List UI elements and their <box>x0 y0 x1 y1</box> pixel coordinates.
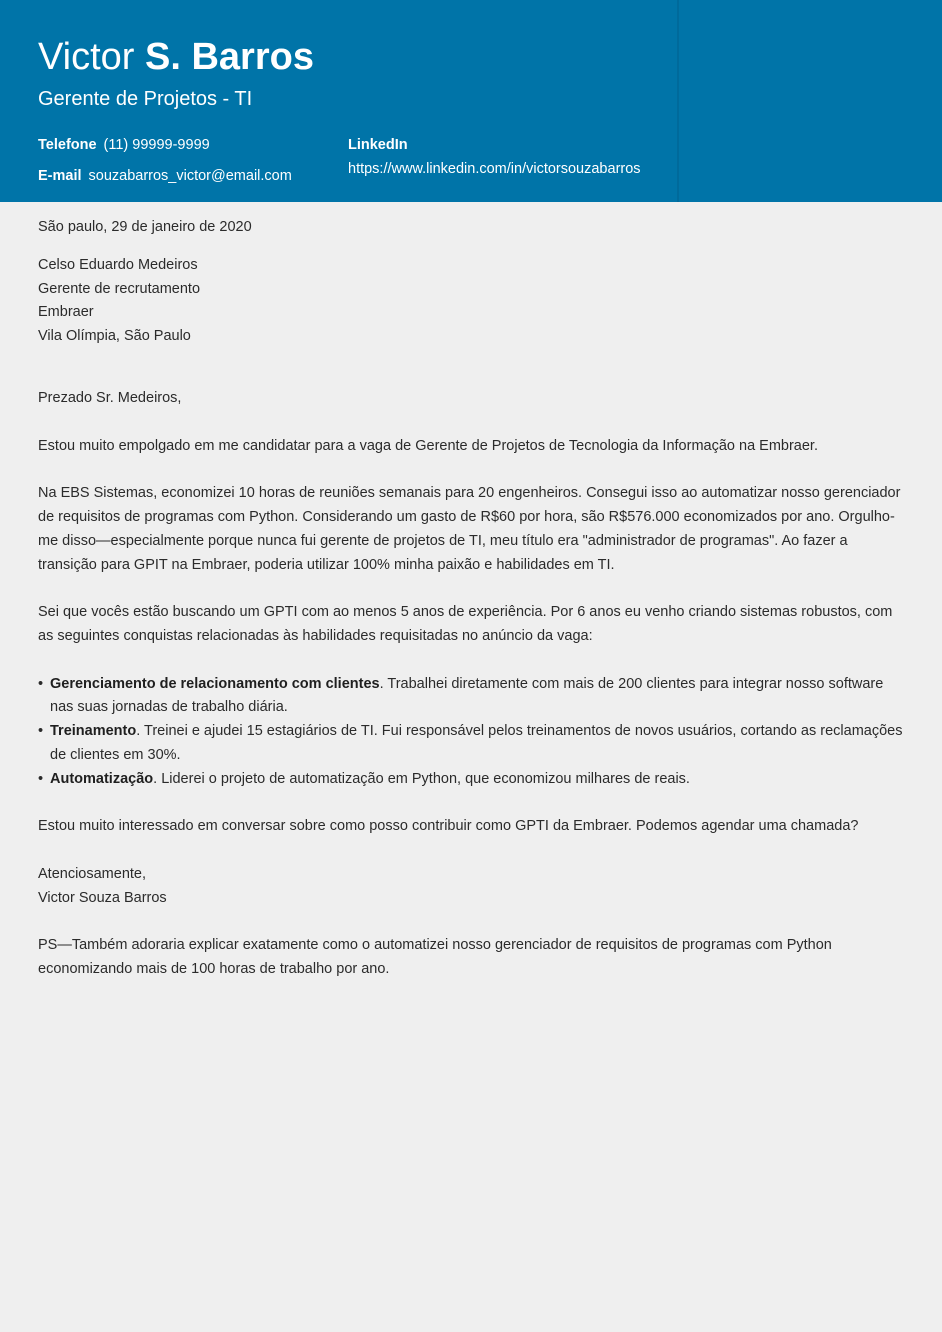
postscript: PS—Também adoraria explicar exatamente como o automatizei nosso gerenciador de requisitos de programas com Python economizando mais de 100 horas de trabalho por ano. <box>38 937 832 978</box>
letter-body <box>38 216 904 982</box>
bullet-title: Gerenciamento de relacionamento com clientes <box>50 675 380 692</box>
phone-label: Telefone <box>38 137 97 153</box>
header-banner <box>0 0 942 202</box>
bullet-text: . Liderei o projeto de automatização em Python, que economizou milhares de reais. <box>153 770 690 787</box>
bullet-title: Treinamento <box>50 723 137 740</box>
email-label: E-mail <box>38 168 82 184</box>
email-value[interactable]: souzabarros_victor@email.com <box>88 168 292 184</box>
bullet-text: . Trabalhei diretamente com mais de 200 clientes para integrar nosso software nas suas jornadas de trabalho diária. <box>50 675 884 716</box>
letter-date: São paulo, 29 de janeiro de 2020 <box>38 219 252 235</box>
applicant-name <box>38 34 314 80</box>
list-item <box>38 720 904 768</box>
intro-paragraph: Estou muito empolgado em me candidatar para a vaga de Gerente de Projetos de Tecnologia da Informação na Embraer. <box>38 437 818 454</box>
recipient-title: Gerente de recrutamento <box>38 280 201 297</box>
recipient-address: Vila Olímpia, São Paulo <box>38 328 191 345</box>
list-item <box>38 768 904 792</box>
header-divider <box>677 0 679 202</box>
signature-name: Victor Souza Barros <box>38 889 167 906</box>
last-name: S. Barros <box>145 36 314 78</box>
recipient-name: Celso Eduardo Medeiros <box>38 256 198 273</box>
signoff: Atenciosamente, <box>38 865 147 882</box>
email-contact <box>38 167 292 185</box>
bullet-text: . Treinei e ajudei 15 estagiários de TI. Fui responsável pelos treinamentos de novos usuários, cortando as reclamações de clientes em 30%. <box>50 723 903 763</box>
closing-paragraph: Estou muito interessado em conversar sobre como posso contribuir como GPTI da Embraer. Podemos agendar uma chamada? <box>38 818 859 835</box>
first-name: Victor <box>38 36 135 78</box>
bullet-title: Automatização <box>50 770 154 787</box>
ebs-paragraph: Na EBS Sistemas, economizei 10 horas de reuniões semanais para 20 engenheiros. Consegui isso ao automatizar nosso gerenciador de requisitos de programas com Python. Considerando um gasto de R$60 por hora, são R$576.000 economizados por ano. Orgulho-me disso—especialmente porque nunca fui gerente de projetos de TI, meu título era "administrador de programas". Ao fazer a transição para GPIT na Embraer, poderia utilizar 100% minha paixão e habilidades em TI. <box>38 485 901 573</box>
skills-paragraph: Sei que vocês estão buscando um GPTI com ao menos 5 anos de experiência. Por 6 anos eu venho criando sistemas robustos, com as seguintes conquistas relacionadas às habilidades requisitadas no anúncio da vaga: <box>38 604 893 644</box>
linkedin-link[interactable]: https://www.linkedin.com/in/victorsouzabarros <box>348 161 641 177</box>
phone-value: (11) 99999-9999 <box>103 137 210 153</box>
greeting: Prezado Sr. Medeiros, <box>38 389 182 406</box>
achievements-list <box>38 673 904 792</box>
list-item <box>38 673 904 721</box>
recipient-block <box>38 254 904 349</box>
linkedin-label: LinkedIn <box>348 137 408 153</box>
signature-block <box>38 863 904 911</box>
phone-contact <box>38 136 210 154</box>
recipient-company: Embraer <box>38 304 94 321</box>
job-title: Gerente de Projetos - TI <box>38 88 253 110</box>
